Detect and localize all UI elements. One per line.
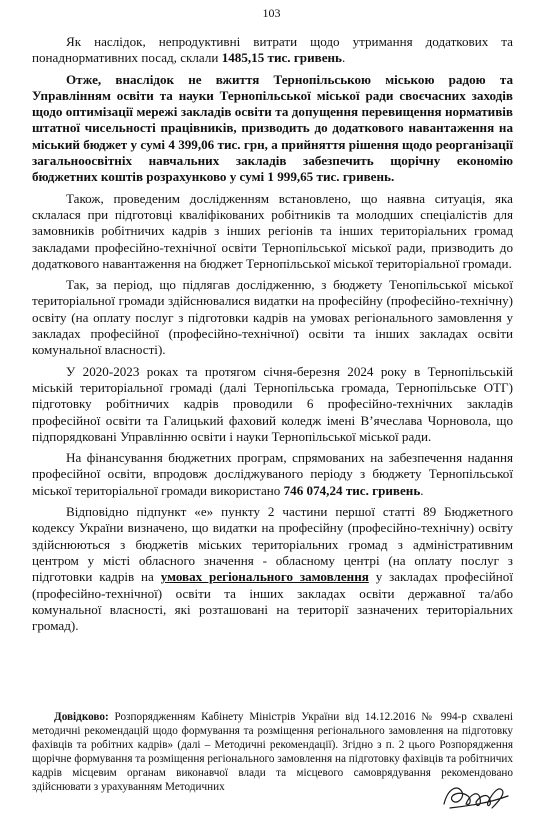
regional-order-phrase: умовах регіонального замовлення <box>160 569 369 585</box>
paragraph-funding-text: На фінансування бюджетних програм, спрямованих на забезпечення надання професійної освіти, впродовж досліджуваного періоду з бюджету Тернопільської міської територіальної громади використано <box>32 450 513 498</box>
paragraph-budget-code-text: Відповідно підпункт «е» пункту 2 частини першої статті 89 Бюджетного кодексу України визначено, що видатки на професійну (професійно-технічну) освіту здійснюються з бюджетів міських територіальних громад з адміністративним центром у місті обласного значення - обласному центрі (на оплату послуг з підготовки кадрів на <box>32 504 513 585</box>
paragraph-funding <box>32 450 513 499</box>
funding-amount: 746 074,24 тис. гривень <box>283 482 421 498</box>
losses-amount: 1485,15 тис. гривень <box>221 50 342 66</box>
paragraph-institutions: У 2020-2023 роках та протягом січня-березня 2024 року в Тернопільській міській територіальної громаді (далі Тернопільська громада, Тернопільське ОТГ) підготовку робітничих кадрів проводили 6 професійно-технічних закладів професійної освіти та Галицький фаховий коледж імені В’ячеслава Чорновола, що підпорядковані Управлінню освіти і науки Тернопільської міської ради. <box>32 363 513 444</box>
handwritten-signature <box>440 778 512 814</box>
paragraph-training-situation: Також, проведеним дослідженням встановлено, що наявна ситуація, яка склалася при підготовці кваліфікованих робітників та молодших спеціалістів для замовників робітничих кадрів з інших регіонів та інших територіальних громад закладами професійно-технічної освіти Тернопільської міської ради, призводить до додаткового навантаження на бюджет Тернопільської міської територіальної громади. <box>32 190 513 271</box>
paragraph-losses-end: . <box>341 50 346 66</box>
paragraph-budget-code <box>32 504 513 634</box>
document-body <box>32 34 513 639</box>
paragraph-expenditures: Так, за період, що підлягав дослідженню, з бюджету Тенопільської міської територіальної громади здійснювалися видатки на професійну (професійно-технічну) освіту (на оплату послуг з підготовки кадрів на умовах регіонального замовлення у закладах професійної (професійно-технічної) освіти та інших закладах освіти комунальної власності). <box>32 277 513 358</box>
page-number: 103 <box>262 6 281 20</box>
paragraph-losses-text: Як наслідок, непродуктивні витрати щодо утримання додаткових та понаднормативних посад, склали <box>32 34 513 66</box>
paragraph-budget-code-end: у закладах професійної (професійно-технічної) освіти та інших закладах освіти державної та/або комунальної власності, які розташовані на території зазначених територіальних громад). <box>32 569 513 634</box>
paragraph-conclusion: Отже, внаслідок не вжиття Тернопільською міською радою та Управлінням освіти та науки Тернопільської міської ради своєчасних заходів щодо оптимізації мережі закладів освіти та допущення перевищення нормативів штатної чисельності працівників, призводить до додаткового навантаження на міський бюджет у сумі 4 399,06 тис. грн, а прийняття рішення щодо реорганізації загальноосвітніх навчальних закладів забезпечить щорічну економію бюджетних коштів розрахунково у сумі 1 999,65 тис. гривень. <box>32 71 513 185</box>
reference-text: Розпорядженням Кабінету Міністрів України від 14.12.2016 № 994-р схвалені методичні рекомендацій щодо формування та розміщення регіонального замовлення на підготовку фахівців та робітних кадрів» (далі – Методичні рекомендації). Згідно з п. 2 цього Розпорядження щорічне формування та розміщення регіонального замовлення на підготовку фахівців та робітничих кадрів місцевим органам виконавчої влади та місцевого самоврядування рекомендовано здійснювати з урахуванням Методичних <box>32 711 513 793</box>
paragraph-funding-end: . <box>420 482 424 498</box>
reference-label: Довідково: <box>54 711 109 723</box>
paragraph-losses <box>32 34 513 67</box>
